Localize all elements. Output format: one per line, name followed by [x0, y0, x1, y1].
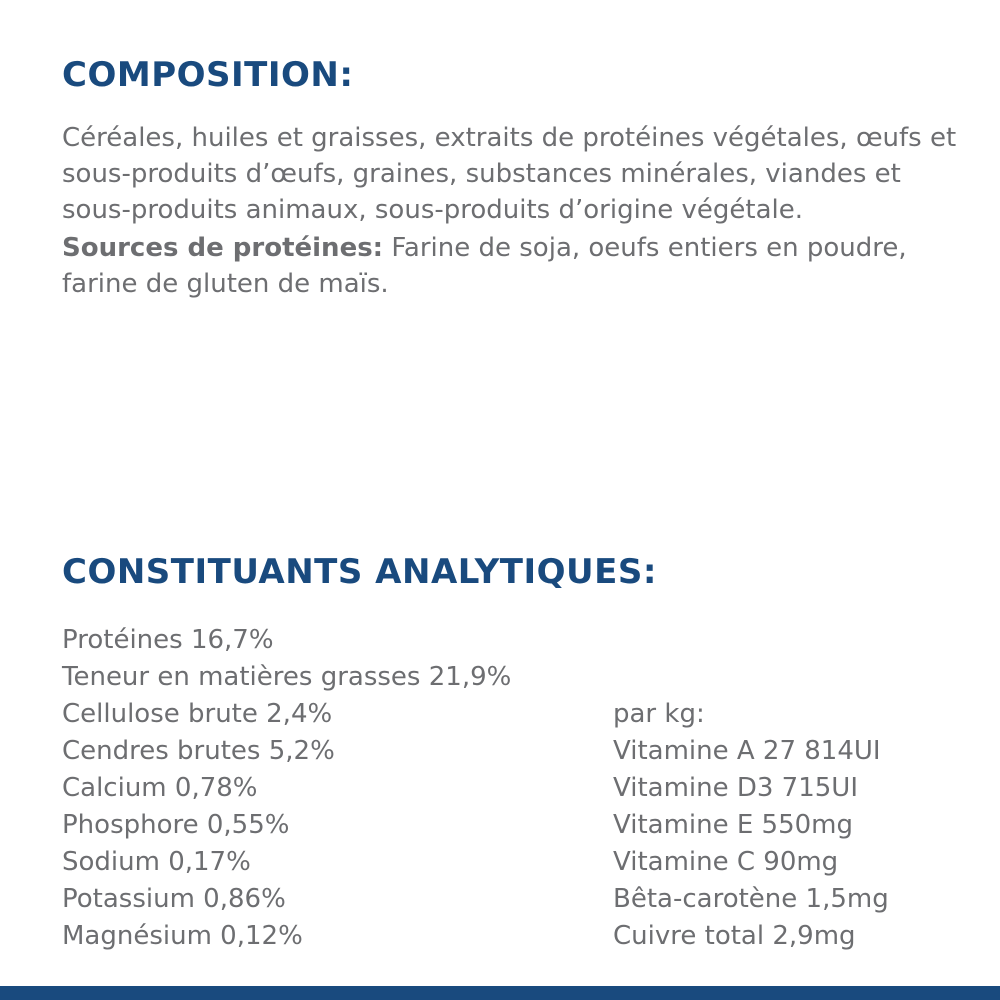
analytical-constituents-heading: CONSTITUANTS ANALYTIQUES:: [62, 552, 657, 592]
list-item: Sodium 0,17%: [62, 847, 251, 877]
bottom-accent-bar: [0, 986, 1000, 1000]
composition-text-block: [62, 120, 962, 302]
list-item: Bêta-carotène 1,5mg: [613, 884, 889, 914]
list-item: Vitamine E 550mg: [613, 810, 854, 840]
analytical-constituents-left-column: [62, 622, 582, 955]
list-item: Vitamine A 27 814UI: [613, 736, 881, 766]
list-item: Vitamine D3 715UI: [613, 773, 859, 803]
list-item: Teneur en matières grasses 21,9%: [62, 662, 512, 692]
per-kg-heading: par kg:: [613, 699, 705, 729]
list-item: Phosphore 0,55%: [62, 810, 290, 840]
composition-heading: COMPOSITION:: [62, 55, 354, 95]
protein-sources-value: Farine de soja, oeufs entiers en poudre, farine de gluten de maïs.: [62, 233, 907, 299]
list-item: Protéines 16,7%: [62, 625, 274, 655]
composition-paragraph: Céréales, huiles et graisses, extraits de protéines végétales, œufs et sous-produits d’œufs, graines, substances minérales, viandes et sous-produits animaux, sous-produits d’origine végétale.: [62, 123, 957, 225]
list-item: Potassium 0,86%: [62, 884, 286, 914]
analytical-constituents-right-column: [613, 696, 993, 955]
list-item: Magnésium 0,12%: [62, 921, 303, 951]
list-item: Calcium 0,78%: [62, 773, 258, 803]
list-item: Vitamine C 90mg: [613, 847, 839, 877]
protein-sources-paragraph: [62, 230, 962, 302]
list-item: Cuivre total 2,9mg: [613, 921, 856, 951]
list-item: Cendres brutes 5,2%: [62, 736, 335, 766]
list-item: Cellulose brute 2,4%: [62, 699, 333, 729]
protein-sources-label: Sources de protéines:: [62, 233, 384, 263]
